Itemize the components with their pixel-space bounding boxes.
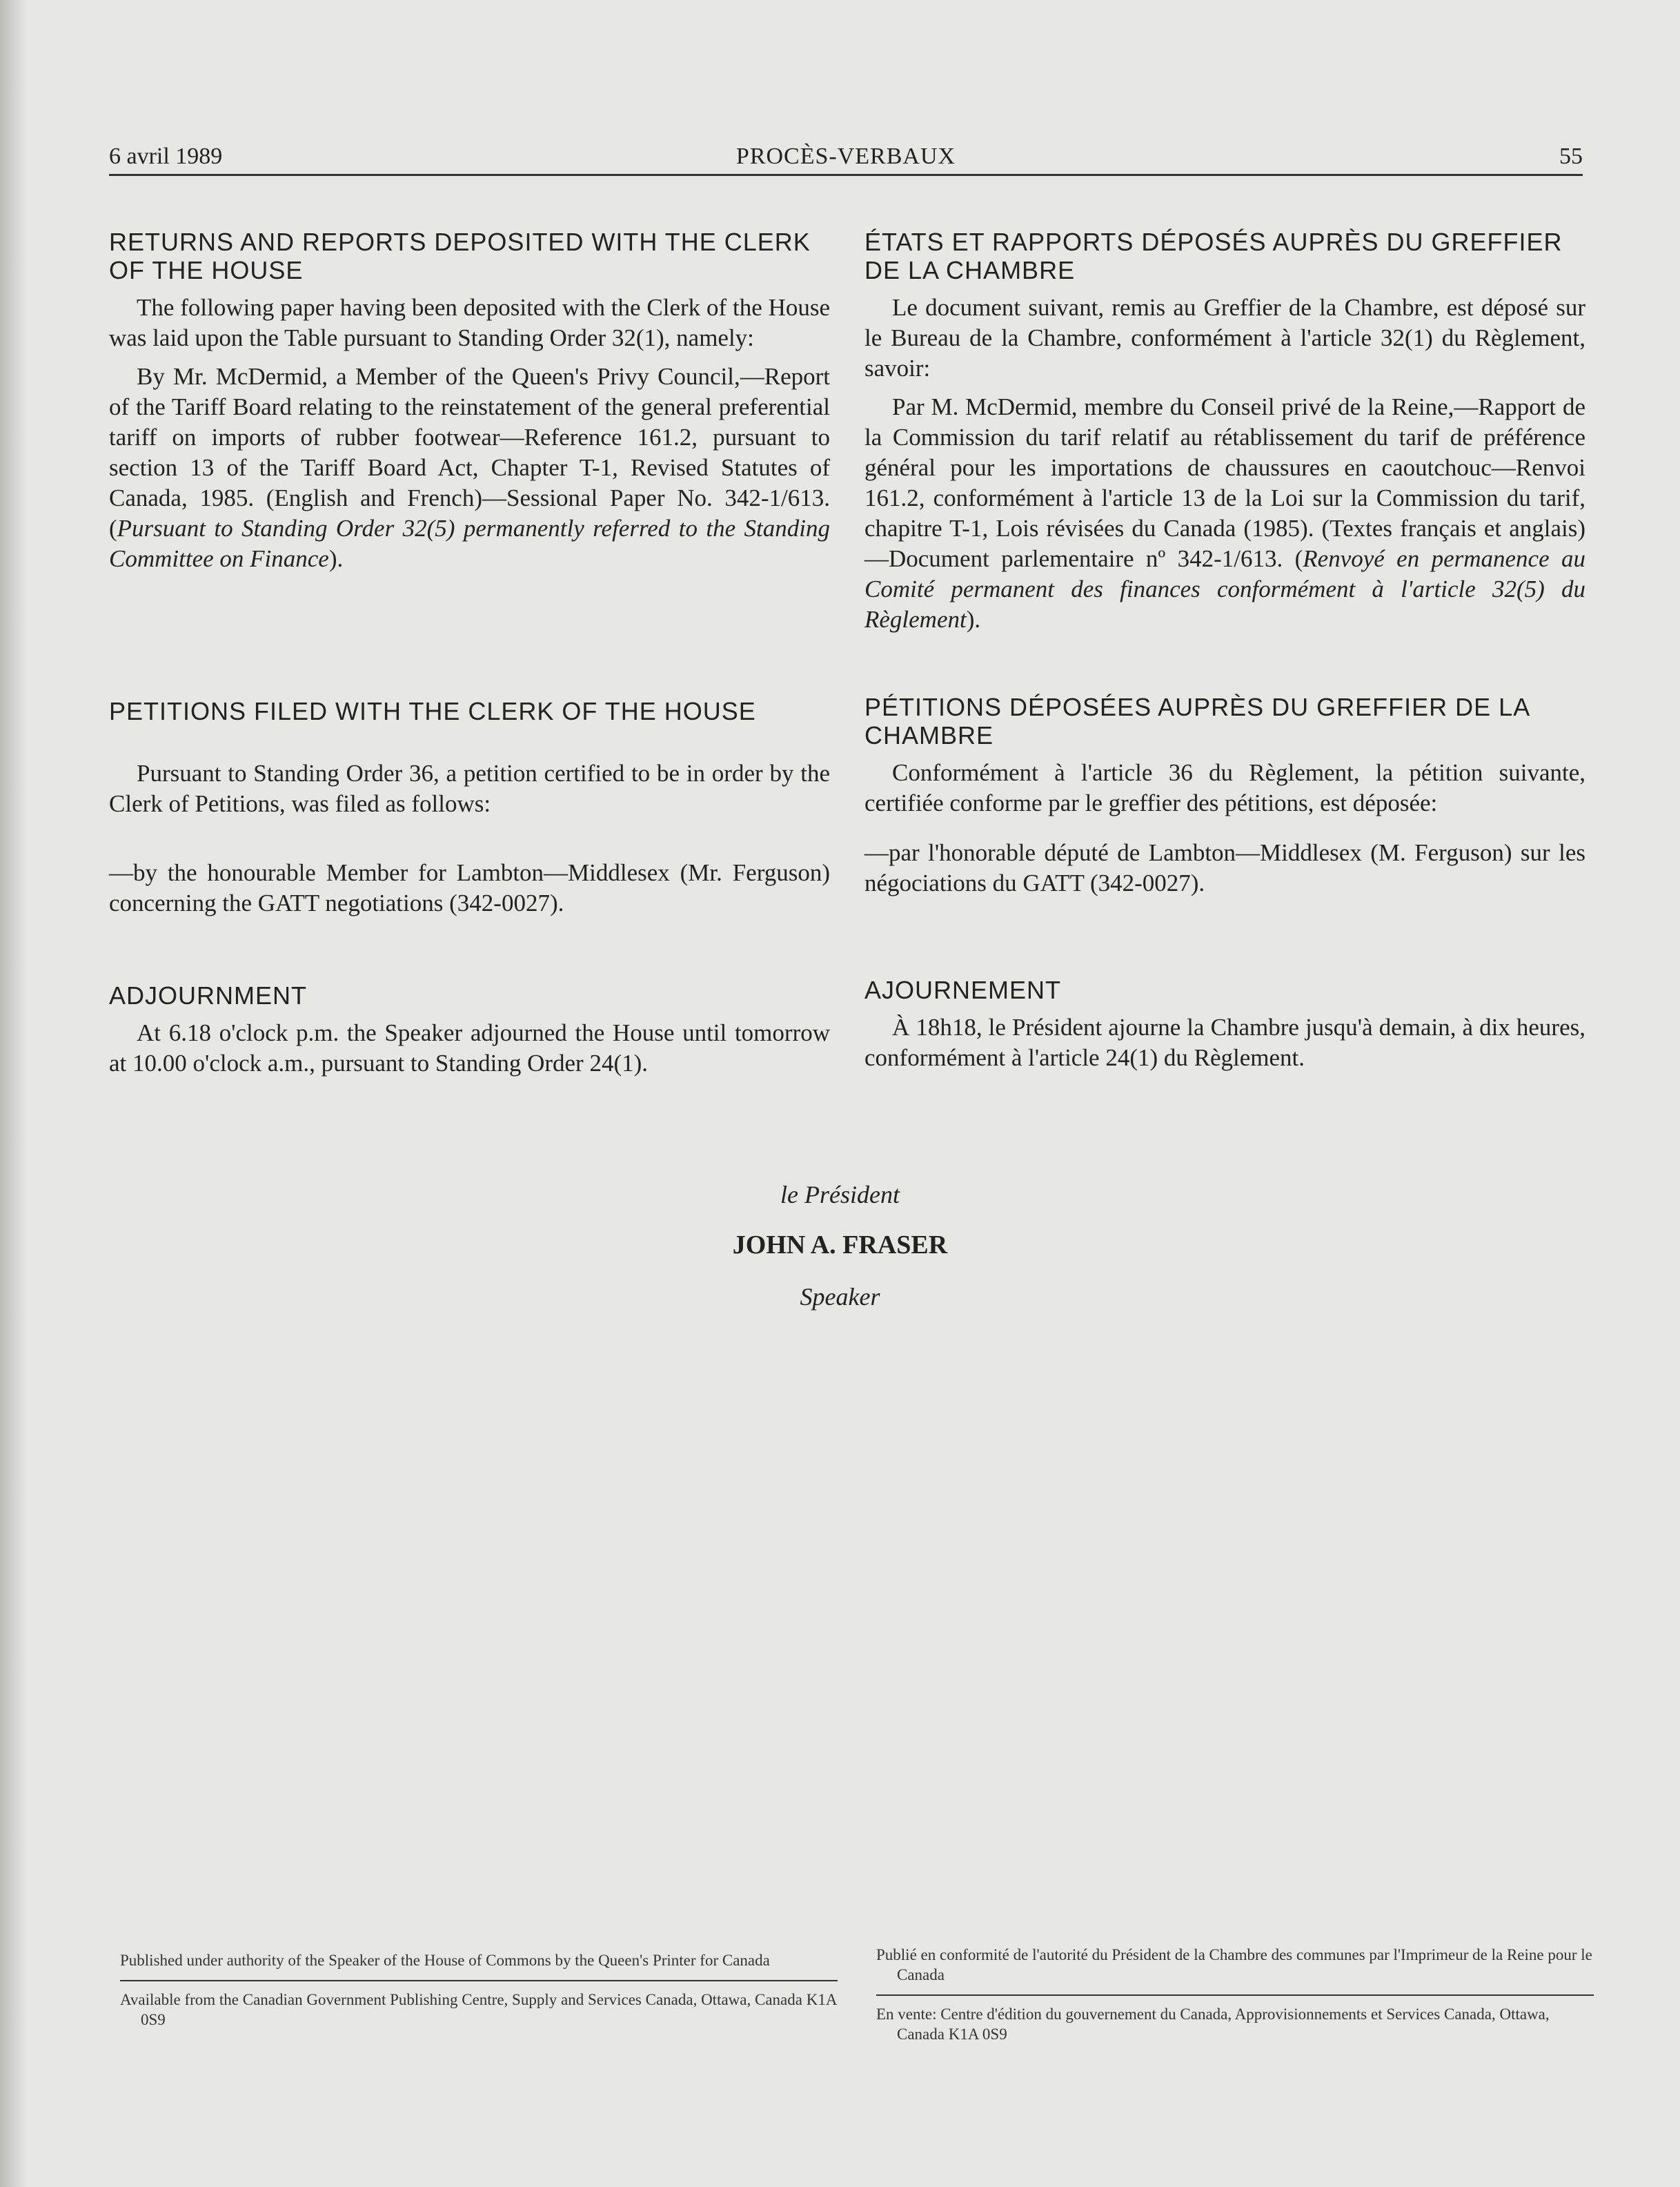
fr-adjournment-p1: À 18h18, le Président ajourne la Chambre jusqu'à demain, à dix heures, conformément à l'article 24(1) du Règlement. [864, 1014, 1585, 1071]
page-header [109, 138, 1583, 176]
fr-petitions-section [864, 693, 1585, 907]
en-petitions-p2: —by the honourable Member for Lambton—Middlesex (Mr. Ferguson) concerning the GATT negotiations (342-0027). [109, 859, 830, 916]
fr-returns-p1: Le document suivant, remis au Greffier de la Chambre, est déposé sur le Bureau de la Chambre, conformément à l'article 32(1) du Règlement, savoir: [864, 294, 1585, 382]
en-returns-p2: By Mr. McDermid, a Member of the Queen's Privy Council,—Report of the Tariff Board relating to the reinstatement of the general preferential tariff on imports of rubber footwear—Reference 161.2, pursuant to section 13 of the Tariff Board Act, Chapter T-1, Revised Statutes of Canada, 1985. (English and French)—Sessional Paper No. 342-1/613. (Pursuant to Standing Order 32(5) permanently referred to the Standing Committee on Finance). [109, 363, 830, 572]
page-number: 55 [1559, 144, 1583, 169]
footer-fr-rule [876, 1994, 1594, 1996]
fr-returns-p2: Par M. McDermid, membre du Conseil privé de la Reine,—Rapport de la Commission du tarif relatif au rétablissement du tarif de préférence général pour les importations de chaussures en caoutchouc—Renvoi 161.2, conformément à l'article 13 de la Loi sur la Commission du tarif, chapitre T-1, Lois révisées du Canada (1985). (Textes français et anglais)—Document parlementaire nº 342-1/613. (Renvoyé en permanence au Comité permanent des finances conformément à l'article 32(5) du Règlement). [864, 393, 1585, 633]
fr-petitions-heading: PÉTITIONS DÉPOSÉES AUPRÈS DU GREFFIER DE LA CHAMBRE [864, 693, 1530, 749]
en-petitions-p1: Pursuant to Standing Order 36, a petition certified to be in order by the Clerk of Petitions, was filed as follows: [109, 760, 830, 817]
footer-en-published: Published under authority of the Speaker of the House of Commons by the Queen's Printer for Canada [120, 1952, 770, 1969]
en-petitions-section [109, 697, 830, 927]
en-adjournment-p1: At 6.18 o'clock p.m. the Speaker adjourned the House until tomorrow at 10.00 o'clock a.m., pursuant to Standing Order 24(1). [109, 1019, 830, 1077]
fr-returns-heading: ÉTATS ET RAPPORTS DÉPOSÉS AUPRÈS DU GREFFIER DE LA CHAMBRE [864, 228, 1563, 284]
footer-en-available: Available from the Canadian Government Publishing Centre, Supply and Services Canada, Ottawa, Canada K1A 0S9 [120, 1991, 837, 2028]
page-edge-shadow [0, 0, 28, 2187]
en-adjournment-heading: ADJOURNMENT [109, 981, 307, 1010]
fr-adjournment-section [864, 976, 1585, 1081]
en-returns-p1: The following paper having been deposited with the Clerk of the House was laid upon the Table pursuant to Standing Order 32(1), namely: [109, 294, 830, 351]
fr-adjournment-heading: AJOURNEMENT [864, 976, 1062, 1004]
footer-en-rule [120, 1980, 838, 1981]
en-adjournment-section [109, 981, 830, 1087]
fr-returns-section [864, 228, 1585, 643]
signature-name: JOHN A. FRASER [732, 1230, 948, 1259]
fr-petitions-p1: Conformément à l'article 36 du Règlement, la pétition suivante, certifiée conforme par le greffier des pétitions, est déposée: [864, 759, 1585, 816]
en-returns-section [109, 228, 830, 582]
footer-fr-published: Publié en conformité de l'autorité du Président de la Chambre des communes par l'Imprimeur de la Reine pour le Canada [876, 1946, 1592, 1983]
fr-petitions-p2: —par l'honorable député de Lambton—Middlesex (M. Ferguson) sur les négociations du GATT (342-0027). [864, 839, 1585, 896]
header-date: 6 avril 1989 [109, 144, 223, 169]
en-petitions-heading: PETITIONS FILED WITH THE CLERK OF THE HOUSE [109, 697, 756, 725]
signature-title: le Président [780, 1181, 900, 1208]
footer-en [120, 1950, 838, 2030]
signature-role: Speaker [800, 1283, 880, 1311]
footer-fr-available: En vente: Centre d'édition du gouvernement du Canada, Approvisionnements et Services Canada, Ottawa, Canada K1A 0S9 [876, 2005, 1550, 2043]
en-returns-heading: RETURNS AND REPORTS DEPOSITED WITH THE CLERK OF THE HOUSE [109, 228, 811, 284]
header-title: PROCÈS-VERBAUX [735, 144, 956, 169]
footer-fr [876, 1945, 1594, 2044]
